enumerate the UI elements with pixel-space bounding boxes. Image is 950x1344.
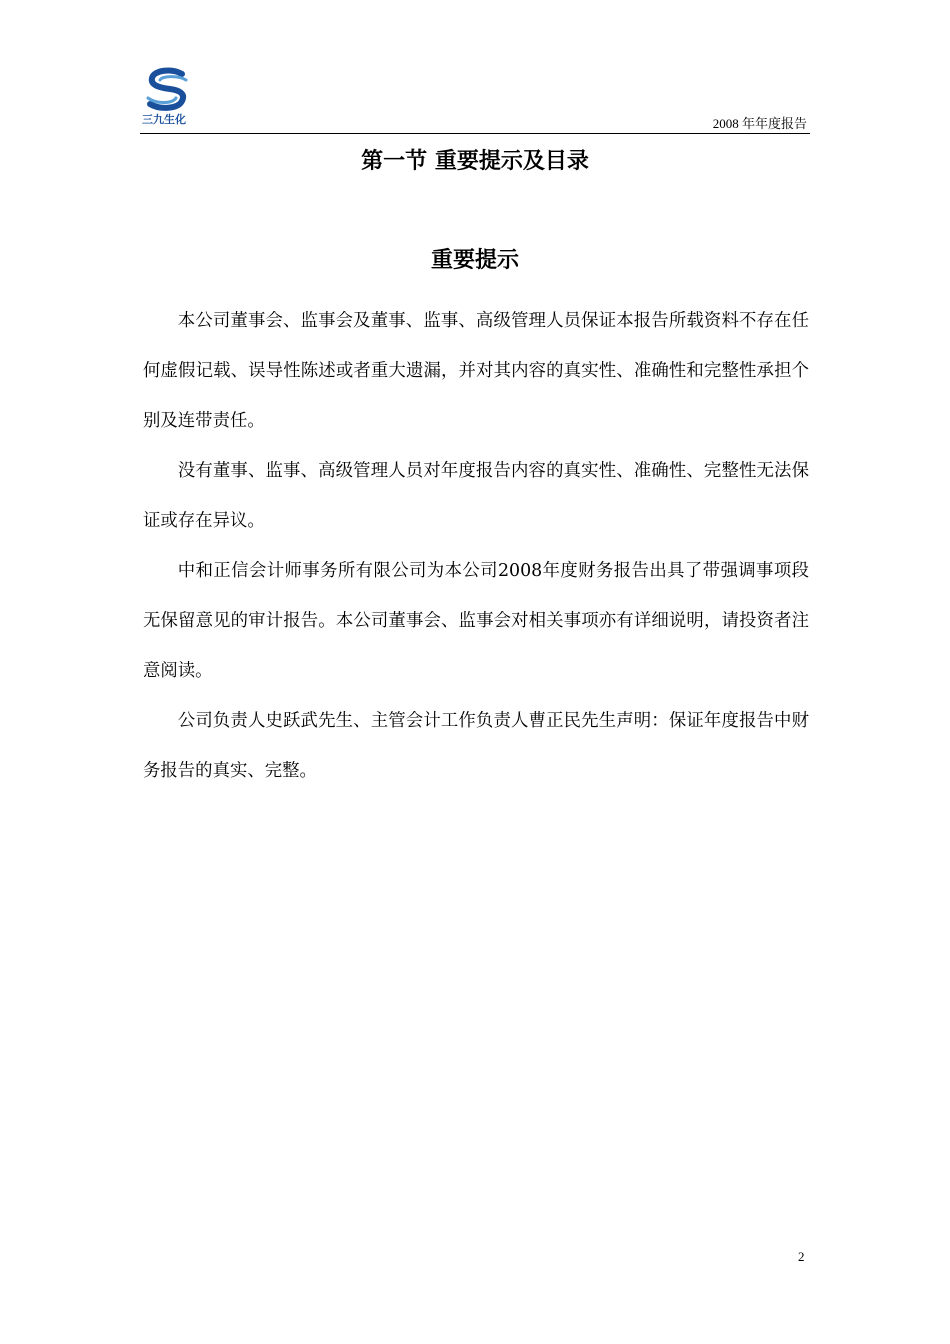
logo-text: 三九生化 [142, 113, 186, 126]
important-notice-heading: 重要提示 [430, 248, 519, 273]
paragraph: 公司负责人史跃武先生、主管会计工作负责人曹正民先生声明：保证年度报告中财务报告的真实、完整。 [143, 711, 809, 781]
section-title: 第一节 重要提示及目录 [361, 149, 589, 174]
report-year-label: 2008 年年度报告 [712, 116, 807, 131]
page-number: 2 [798, 1249, 805, 1264]
paragraph: 中和正信会计师事务所有限公司为本公司2008年度财务报告出具了带强调事项段无保留意见的审计报告。本公司董事会、监事会对相关事项亦有详细说明，请投资者注意阅读。 [143, 561, 809, 681]
notice-body [143, 296, 809, 796]
paragraph: 本公司董事会、监事会及董事、监事、高级管理人员保证本报告所载资料不存在任何虚假记载、误导性陈述或者重大遗漏，并对其内容的真实性、准确性和完整性承担个别及连带责任。 [143, 311, 809, 431]
paragraph: 没有董事、监事、高级管理人员对年度报告内容的真实性、准确性、完整性无法保证或存在异议。 [143, 461, 809, 531]
header-divider [140, 133, 810, 134]
